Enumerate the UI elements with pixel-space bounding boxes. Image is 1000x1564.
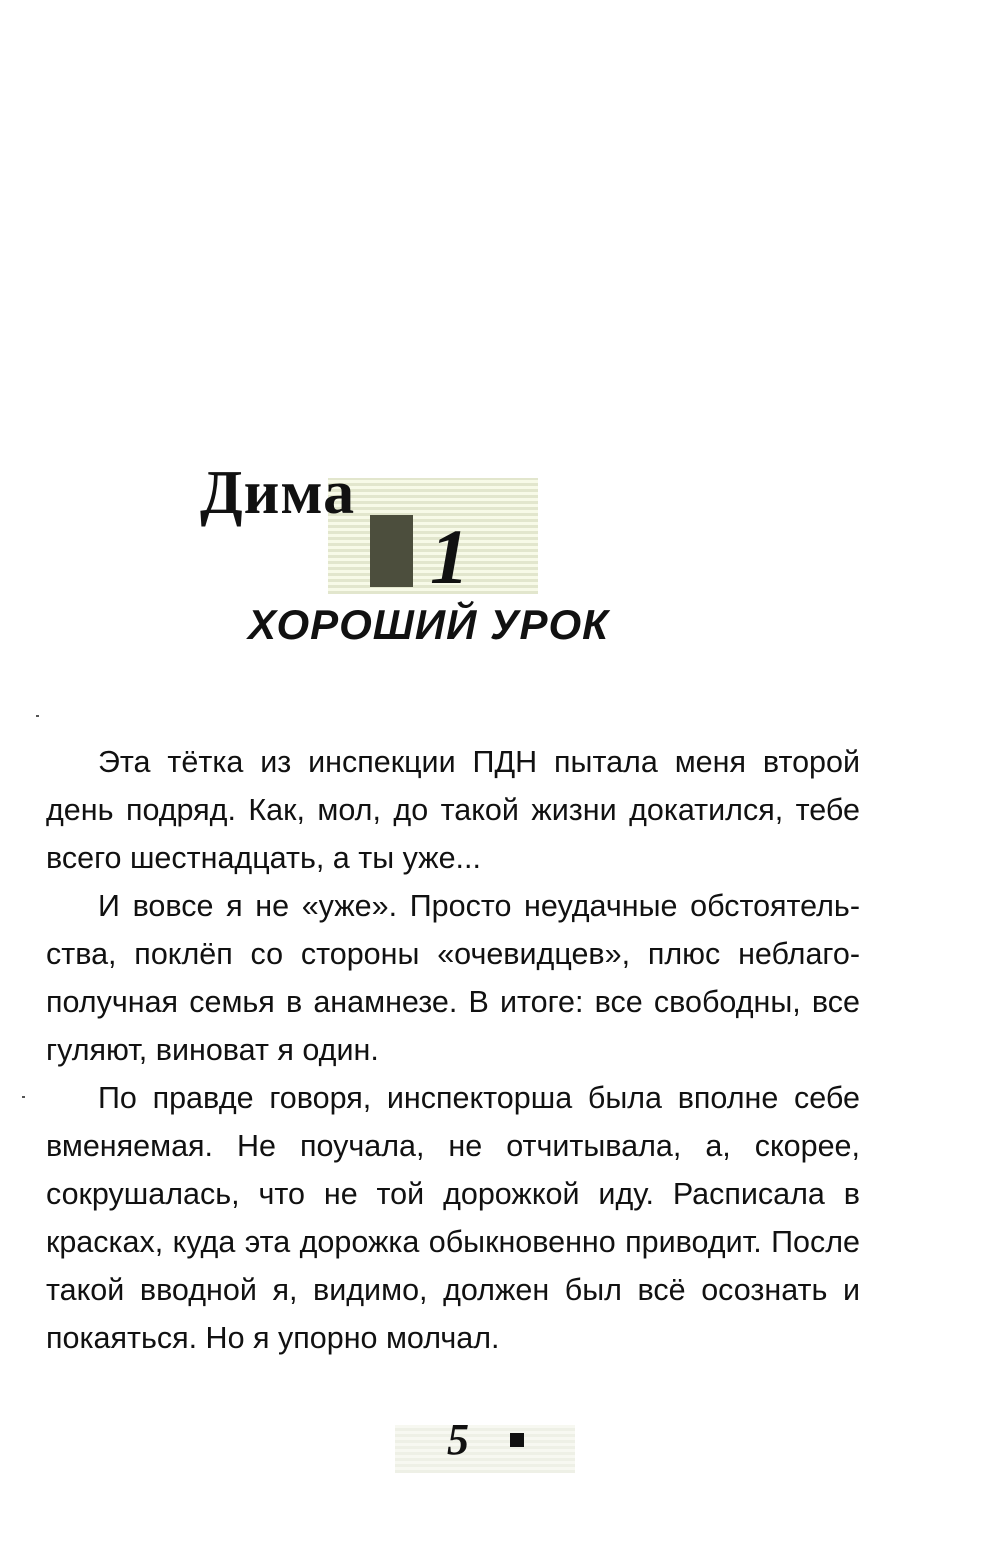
scan-speck	[22, 1096, 25, 1098]
chapter-number: 1	[430, 513, 469, 600]
scan-speck	[36, 715, 39, 717]
chapter-decoration-block	[370, 515, 413, 587]
page-number-background	[395, 1425, 575, 1473]
chapter-title: ХОРОШИЙ УРОК	[248, 601, 609, 648]
chapter-character-name: Дима	[200, 459, 356, 527]
paragraph: И вовсе я не «уже». Просто неудачные обстоятельства, поклёп со стороны «очевидцев», плюс неблагополучная семья в анамнезе. В итоге: все свободны, все гуляют, виноват я один.	[46, 889, 860, 1067]
paragraph: Эта тётка из инспекции ПДН пытала меня второй день подряд. Как, мол, до такой жизни докатился, тебе всего шестнадцать, а ты уже...	[46, 745, 860, 875]
footer-square-mark	[510, 1433, 524, 1447]
paragraph: По правде говоря, инспекторша была вполне себе вменяемая. Не поучала, не отчитывала, а, скорее, сокрушалась, что не той дорожкой иду. Расписала в красках, куда эта дорожка обыкновенно приводит. После такой вводной я, видимо, должен был всё осознать и покаяться. Но я упорно молчал.	[46, 1081, 860, 1355]
page-number: 5	[447, 1415, 469, 1464]
chapter-body	[46, 738, 860, 1362]
